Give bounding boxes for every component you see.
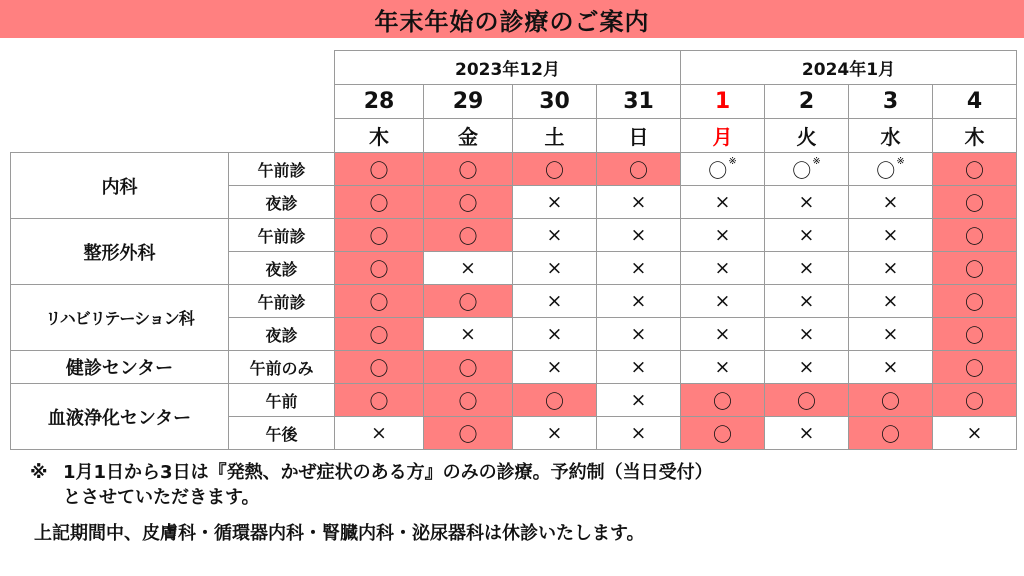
- closed-mark-cell: [849, 219, 933, 252]
- status-mark: 〇: [544, 159, 564, 182]
- open-mark-cell: [933, 285, 1017, 318]
- department-name: 整形外科: [11, 219, 229, 285]
- note-mark: ※: [896, 155, 905, 167]
- date-cell: 30: [513, 85, 597, 119]
- status-mark: 〇: [708, 159, 728, 182]
- open-mark-cell: [335, 219, 424, 252]
- status-mark: 〇: [458, 159, 478, 182]
- session-name: 夜診: [229, 252, 335, 285]
- status-mark: 〇: [458, 357, 478, 380]
- open-mark-cell: [335, 351, 424, 384]
- open-mark-cell: [424, 186, 513, 219]
- open-mark-cell: [681, 153, 765, 186]
- status-mark: ×: [630, 422, 647, 444]
- status-mark: ×: [630, 356, 647, 378]
- status-mark: 〇: [544, 390, 564, 413]
- open-mark-cell: [424, 219, 513, 252]
- open-mark-cell: [424, 384, 513, 417]
- note-text-1: 1月1日から3日は『発熱、かぜ症状のある方』のみの診療。予約制（当日受付）: [63, 462, 713, 483]
- closed-mark-cell: [765, 285, 849, 318]
- closed-mark-cell: [765, 417, 849, 450]
- open-mark-cell: [424, 417, 513, 450]
- status-mark: ×: [546, 257, 563, 279]
- open-mark-cell: [681, 417, 765, 450]
- status-mark: ×: [546, 290, 563, 312]
- status-mark: 〇: [369, 192, 389, 215]
- open-mark-cell: [335, 252, 424, 285]
- status-mark: ×: [630, 290, 647, 312]
- status-mark: 〇: [792, 159, 812, 182]
- status-mark: ×: [882, 290, 899, 312]
- closed-mark-cell: [681, 219, 765, 252]
- weekday-cell: 木: [335, 119, 424, 153]
- open-mark-cell: [335, 384, 424, 417]
- closed-mark-cell: [513, 285, 597, 318]
- status-mark: ×: [371, 422, 387, 444]
- note-mark: ※: [728, 155, 737, 167]
- status-mark: 〇: [876, 159, 896, 182]
- open-mark-cell: [335, 285, 424, 318]
- closed-mark-cell: [765, 186, 849, 219]
- status-mark: 〇: [369, 225, 389, 248]
- status-mark: 〇: [964, 324, 984, 347]
- open-mark-cell: [933, 318, 1017, 351]
- open-mark-cell: [933, 252, 1017, 285]
- closed-mark-cell: [849, 252, 933, 285]
- date-cell: 3: [849, 85, 933, 119]
- closed-mark-cell: [765, 318, 849, 351]
- department-name: 健診センター: [11, 351, 229, 384]
- corner-blank: [11, 51, 335, 85]
- corner-blank: [11, 119, 335, 153]
- closed-mark-cell: [597, 417, 681, 450]
- schedule-row: [11, 351, 1017, 384]
- status-mark: ×: [714, 257, 731, 279]
- status-mark: ×: [714, 290, 731, 312]
- status-mark: 〇: [964, 225, 984, 248]
- closed-mark-cell: [849, 285, 933, 318]
- status-mark: ×: [546, 323, 563, 345]
- closed-mark-cell: [849, 351, 933, 384]
- closed-mark-cell: [513, 252, 597, 285]
- status-mark: ×: [798, 422, 815, 444]
- closed-mark-cell: [513, 219, 597, 252]
- weekday-cell: 金: [424, 119, 513, 153]
- closed-mark-cell: [933, 417, 1017, 450]
- status-mark: 〇: [712, 423, 732, 446]
- status-mark: 〇: [964, 159, 984, 182]
- schedule-row: [11, 384, 1017, 417]
- status-mark: 〇: [880, 423, 900, 446]
- open-mark-cell: [933, 153, 1017, 186]
- status-mark: ×: [714, 191, 731, 213]
- closed-mark-cell: [513, 351, 597, 384]
- status-mark: ×: [630, 323, 647, 345]
- open-mark-cell: [933, 219, 1017, 252]
- date-cell: 28: [335, 85, 424, 119]
- weekday-cell: 木: [933, 119, 1017, 153]
- closed-mark-cell: [681, 186, 765, 219]
- open-mark-cell: [424, 153, 513, 186]
- open-mark-cell: [849, 417, 933, 450]
- weekday-cell: 土: [513, 119, 597, 153]
- status-mark: ×: [546, 356, 563, 378]
- session-name: 夜診: [229, 318, 335, 351]
- closed-mark-cell: [681, 318, 765, 351]
- closed-mark-cell: [335, 417, 424, 450]
- month-header: 2024年1月: [681, 51, 1017, 85]
- status-mark: 〇: [458, 390, 478, 413]
- open-mark-cell: [597, 153, 681, 186]
- status-mark: 〇: [964, 390, 984, 413]
- status-mark: 〇: [458, 225, 478, 248]
- status-mark: 〇: [880, 390, 900, 413]
- status-mark: ×: [798, 191, 815, 213]
- session-name: 午前診: [229, 219, 335, 252]
- open-mark-cell: [335, 153, 424, 186]
- page-title: 年末年始の診療のご案内: [374, 7, 650, 36]
- month-header: 2023年12月: [335, 51, 681, 85]
- status-mark: ×: [882, 257, 899, 279]
- status-mark: ×: [630, 389, 647, 411]
- closed-mark-cell: [513, 417, 597, 450]
- weekday-cell: 水: [849, 119, 933, 153]
- status-mark: 〇: [964, 291, 984, 314]
- closed-mark-cell: [765, 252, 849, 285]
- department-name: 血液浄化センター: [11, 384, 229, 450]
- closed-mark-cell: [597, 285, 681, 318]
- status-mark: ×: [798, 290, 815, 312]
- date-cell: 2: [765, 85, 849, 119]
- department-name: リハビリテーション科: [11, 285, 229, 351]
- status-mark: ×: [882, 323, 899, 345]
- session-name: 午前診: [229, 153, 335, 186]
- open-mark-cell: [513, 384, 597, 417]
- open-mark-cell: [765, 384, 849, 417]
- status-mark: 〇: [369, 291, 389, 314]
- session-name: 夜診: [229, 186, 335, 219]
- session-name: 午前: [229, 384, 335, 417]
- status-mark: 〇: [458, 423, 478, 446]
- weekday-cell: 日: [597, 119, 681, 153]
- date-cell: 1: [681, 85, 765, 119]
- closed-mark-cell: [597, 252, 681, 285]
- status-mark: 〇: [458, 291, 478, 314]
- status-mark: 〇: [369, 357, 389, 380]
- weekday-cell: 火: [765, 119, 849, 153]
- closed-mark-cell: [765, 219, 849, 252]
- corner-blank: [11, 85, 335, 119]
- status-mark: 〇: [628, 159, 648, 182]
- status-mark: 〇: [369, 390, 389, 413]
- closed-mark-cell: [513, 186, 597, 219]
- weekday-row: [11, 119, 1017, 153]
- status-mark: 〇: [458, 192, 478, 215]
- open-mark-cell: [513, 153, 597, 186]
- schedule-row: [11, 153, 1017, 186]
- date-cell: 4: [933, 85, 1017, 119]
- status-mark: 〇: [712, 390, 732, 413]
- title-banner: [0, 0, 1024, 38]
- status-mark: ×: [882, 224, 899, 246]
- status-mark: ×: [460, 323, 476, 345]
- status-mark: 〇: [964, 258, 984, 281]
- status-mark: ×: [546, 422, 563, 444]
- session-name: 午前診: [229, 285, 335, 318]
- status-mark: ×: [798, 356, 815, 378]
- status-mark: ×: [798, 257, 815, 279]
- closed-mark-cell: [597, 186, 681, 219]
- schedule-row: [11, 219, 1017, 252]
- status-mark: ×: [882, 191, 899, 213]
- status-mark: ×: [714, 356, 731, 378]
- closed-mark-cell: [681, 252, 765, 285]
- open-mark-cell: [335, 318, 424, 351]
- status-mark: ×: [714, 224, 731, 246]
- closed-mark-cell: [849, 318, 933, 351]
- date-row: [11, 85, 1017, 119]
- status-mark: ×: [546, 224, 563, 246]
- open-mark-cell: [849, 153, 933, 186]
- open-mark-cell: [765, 153, 849, 186]
- open-mark-cell: [933, 186, 1017, 219]
- note-line-2: とさせていただきます。: [63, 487, 260, 508]
- status-mark: ×: [966, 422, 983, 444]
- status-mark: 〇: [964, 357, 984, 380]
- status-mark: 〇: [796, 390, 816, 413]
- open-mark-cell: [335, 186, 424, 219]
- open-mark-cell: [849, 384, 933, 417]
- closed-mark-cell: [424, 252, 513, 285]
- open-mark-cell: [424, 285, 513, 318]
- status-mark: ×: [460, 257, 476, 279]
- open-mark-cell: [681, 384, 765, 417]
- session-name: 午前のみ: [229, 351, 335, 384]
- status-mark: 〇: [369, 324, 389, 347]
- closed-mark-cell: [765, 351, 849, 384]
- status-mark: ×: [630, 257, 647, 279]
- schedule-table: [10, 50, 1017, 450]
- status-mark: ×: [882, 356, 899, 378]
- date-cell: 31: [597, 85, 681, 119]
- status-mark: 〇: [369, 159, 389, 182]
- closed-mark-cell: [513, 318, 597, 351]
- open-mark-cell: [933, 351, 1017, 384]
- closed-mark-cell: [681, 285, 765, 318]
- closed-mark-cell: [681, 351, 765, 384]
- closed-departments-note: 上記期間中、皮膚科・循環器内科・腎臓内科・泌尿器科は休診いたします。: [34, 523, 645, 544]
- status-mark: ×: [798, 323, 815, 345]
- status-mark: ×: [798, 224, 815, 246]
- date-cell: 29: [424, 85, 513, 119]
- open-mark-cell: [424, 351, 513, 384]
- month-row: [11, 51, 1017, 85]
- status-mark: 〇: [964, 192, 984, 215]
- status-mark: ×: [714, 323, 731, 345]
- closed-mark-cell: [597, 384, 681, 417]
- status-mark: ×: [546, 191, 563, 213]
- closed-mark-cell: [597, 351, 681, 384]
- status-mark: 〇: [369, 258, 389, 281]
- status-mark: ×: [630, 191, 647, 213]
- closed-mark-cell: [597, 219, 681, 252]
- note-mark: ※: [812, 155, 821, 167]
- schedule-row: [11, 285, 1017, 318]
- open-mark-cell: [933, 384, 1017, 417]
- status-mark: ×: [630, 224, 647, 246]
- note-mark: ※: [30, 462, 48, 483]
- closed-mark-cell: [597, 318, 681, 351]
- closed-mark-cell: [424, 318, 513, 351]
- notes-section: [30, 460, 1010, 546]
- weekday-cell: 月: [681, 119, 765, 153]
- note-line-1: [30, 460, 1010, 485]
- session-name: 午後: [229, 417, 335, 450]
- closed-mark-cell: [849, 186, 933, 219]
- department-name: 内科: [11, 153, 229, 219]
